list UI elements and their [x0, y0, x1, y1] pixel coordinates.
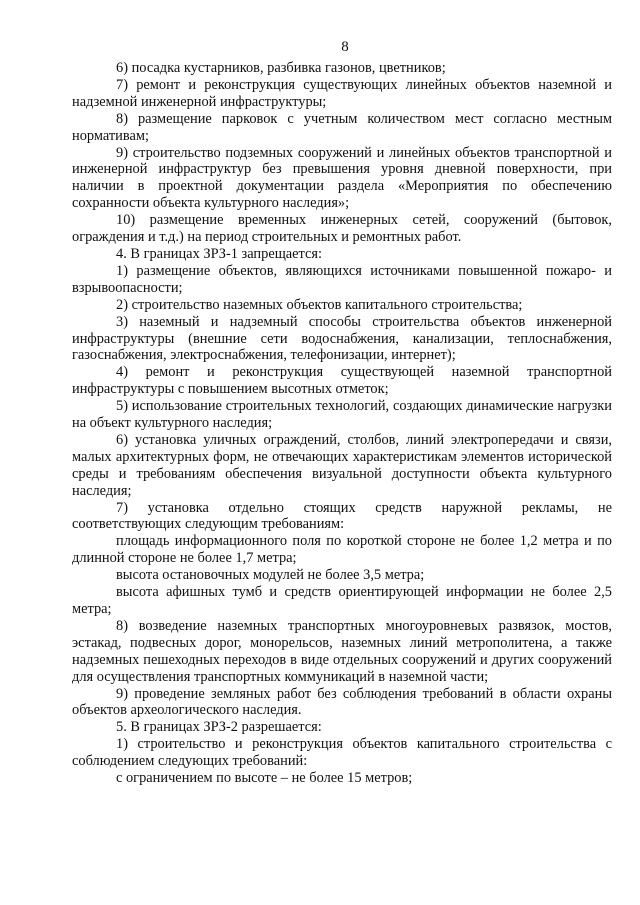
paragraph-item-7: 7) ремонт и реконструкция существующих линейных объектов наземной и надземной инженерной инфраструктуры;	[72, 76, 612, 110]
prohibition-item-5: 5) использование строительных технологий, создающих динамические нагрузки на объект культурного наследия;	[72, 398, 612, 432]
page-number: 8	[341, 39, 349, 55]
height-restriction: с ограничением по высоте – не более 15 метров;	[116, 770, 413, 787]
prohibition-item-8: 8) возведение наземных транспортных многоуровневых развязок, мостов, эстакад, подвесных дорог, монорельсов, наземных линий метрополитена, а также надземных пешеходных переходов в виде отдельных сооружений и других сооружений для осуществления транспортных коммуникаций в наземной части;	[72, 617, 612, 685]
advertising-requirement-2: высота остановочных модулей не более 3,5 метра;	[116, 567, 425, 584]
section-heading-4: 4. В границах ЗРЗ-1 запрещается:	[116, 245, 323, 262]
paragraph-item-9: 9) строительство подземных сооружений и линейных объектов транспортной и инженерной инфраструктур без превышения уровня дневной поверхности, при наличии в проектной документации раздела «Мероприятия по обеспечению сохранности объекта культурного наследия»;	[72, 144, 612, 212]
paragraph-item-8: 8) размещение парковок с учетным количеством мест согласно местным нормативам;	[72, 110, 612, 144]
permission-item-1: 1) строительство и реконструкция объектов капитального строительства с соблюдением следующих требований:	[72, 736, 612, 770]
prohibition-item-6: 6) установка уличных ограждений, столбов, линий электропередачи и связи, малых архитектурных форм, не отвечающих характеристикам элементов исторической среды и требованиям обеспечения визуальной доступности объекта культурного наследия;	[72, 431, 612, 499]
advertising-requirement-3: высота афишных тумб и средств ориентирующей информации не более 2,5 метра;	[72, 584, 612, 617]
advertising-requirement-1: площадь информационного поля по короткой стороне не более 1,2 метра и по длинной стороне не более 1,7 метра;	[72, 533, 612, 567]
paragraph-item-6: 6) посадка кустарников, разбивка газонов, цветников;	[116, 60, 446, 76]
prohibition-item-7: 7) установка отдельно стоящих средств наружной рекламы, не соответствующих следующим требованиям:	[72, 499, 612, 533]
prohibition-item-3: 3) наземный и надземный способы строительства объектов инженерной инфраструктуры (внешние сети водоснабжения, канализации, теплоснабжения, газоснабжения, электроснабжения, телефонизации, интернет);	[72, 313, 612, 364]
prohibition-item-2: 2) строительство наземных объектов капитального строительства;	[116, 296, 523, 313]
section-heading-5: 5. В границах ЗРЗ-2 разрешается:	[116, 719, 322, 736]
prohibition-item-1: 1) размещение объектов, являющихся источниками повышенной пожаро- и взрывоопасности;	[72, 262, 612, 296]
paragraph-item-10: 10) размещение временных инженерных сетей, сооружений (бытовок, ограждения и т.д.) на период строительных и ремонтных работ.	[72, 212, 612, 246]
prohibition-item-4: 4) ремонт и реконструкция существующей наземной транспортной инфраструктуры с повышением высотных отметок;	[72, 364, 612, 398]
prohibition-item-9: 9) проведение земляных работ без соблюдения требований в области охраны объектов археологического наследия.	[72, 685, 612, 719]
